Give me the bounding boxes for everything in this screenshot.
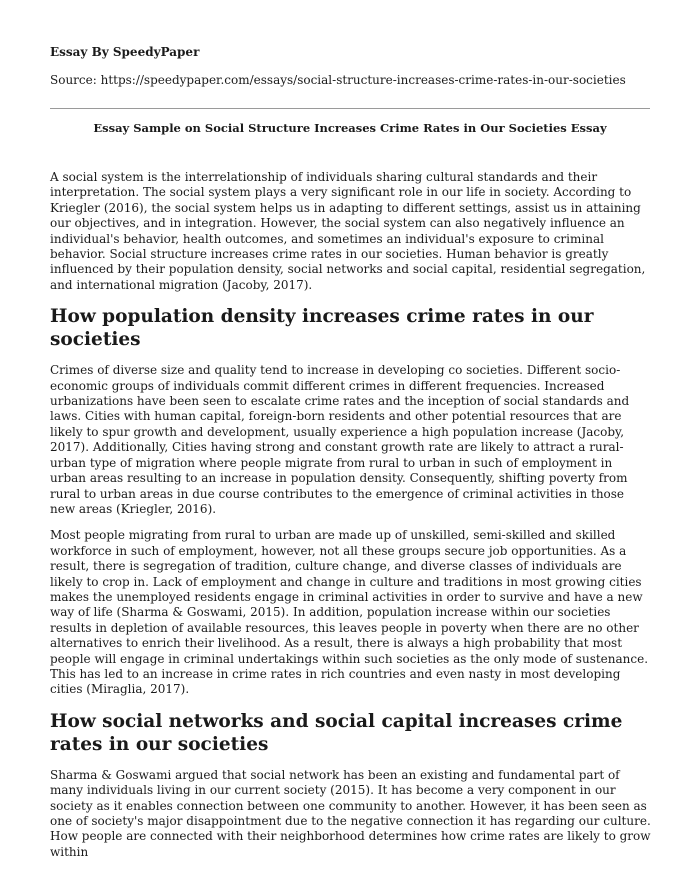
body-paragraph: Sharma & Goswami argued that social network has been an existing and fundamental part of many individuals living in our current society (2015). It has become a very component in our society as it enables connection between one community to another. However, it has been seen as one of society's major disappointment due to the negative connection it has regarding our culture. How people are connected with their neighborhood determines how crime rates are likely to grow within (50, 767, 651, 859)
brand-title: Essay By SpeedyPaper (50, 45, 200, 59)
essay-title: Essay Sample on Social Structure Increases Crime Rates in Our Societies Essay (93, 121, 607, 135)
section-heading-social-networks: How social networks and social capital increases crime rates in our societies (50, 710, 623, 755)
section-heading-population-density: How population density increases crime rates in our societies (50, 306, 594, 351)
essay-body (50, 170, 652, 871)
source-line: Source: https://speedypaper.com/essays/social-structure-increases-crime-rates-in-our-societies (50, 73, 626, 87)
body-paragraph: Crimes of diverse size and quality tend to increase in developing co societies. Different socio-economic groups of individuals commit different crimes in different frequencies. Increased urbanizations have been seen to escalate crime rates and the inception of social standards and laws. Cities with human capital, foreign-born residents and other potential resources that are likely to spur growth and development, usually experience a high population increase (Jacoby, 2017). Additionally, Cities having strong and constant growth rate are likely to attract a rural-urban type of migration where people migrate from rural to urban in such of employment in urban areas resulting to an increase in population density. Consequently, shifting poverty from rural to urban areas in due course contributes to the emergence of criminal activities in those new areas (Kriegler, 2016). (50, 363, 630, 516)
header-divider (50, 108, 650, 109)
body-paragraph: Most people migrating from rural to urban are made up of unskilled, semi-skilled and skilled workforce in such of employment, however, not all these groups secure job opportunities. As a result, there is segregation of tradition, culture change, and diverse classes of individuals are likely to crop in. Lack of employment and change in culture and traditions in most growing cities makes the unemployed residents engage in criminal activities in order to survive and have a new way of life (Sharma & Goswami, 2015). In addition, population increase within our societies results in depletion of available resources, this leaves people in poverty when there are no other alternatives to enrich their livelihood. As a result, there is always a high probability that most people will engage in criminal undertakings within such societies as the only mode of sustenance. This has led to an increase in crime rates in rich countries and even nasty in most developing cities (Miraglia, 2017). (50, 528, 649, 697)
intro-paragraph: A social system is the interrelationship of individuals sharing cultural standards and their interpretation. The social system plays a very significant role in our life in society. According to Kriegler (2016), the social system helps us in adapting to different settings, assist us in attaining our objectives, and in integration. However, the social system can also negatively influence an individual's behavior, health outcomes, and sometimes an individual's exposure to criminal behavior. Social structure increases crime rates in our societies. Human behavior is greatly influenced by their population density, social networks and social capital, residential segregation, and international migration (Jacoby, 2017). (50, 170, 646, 292)
